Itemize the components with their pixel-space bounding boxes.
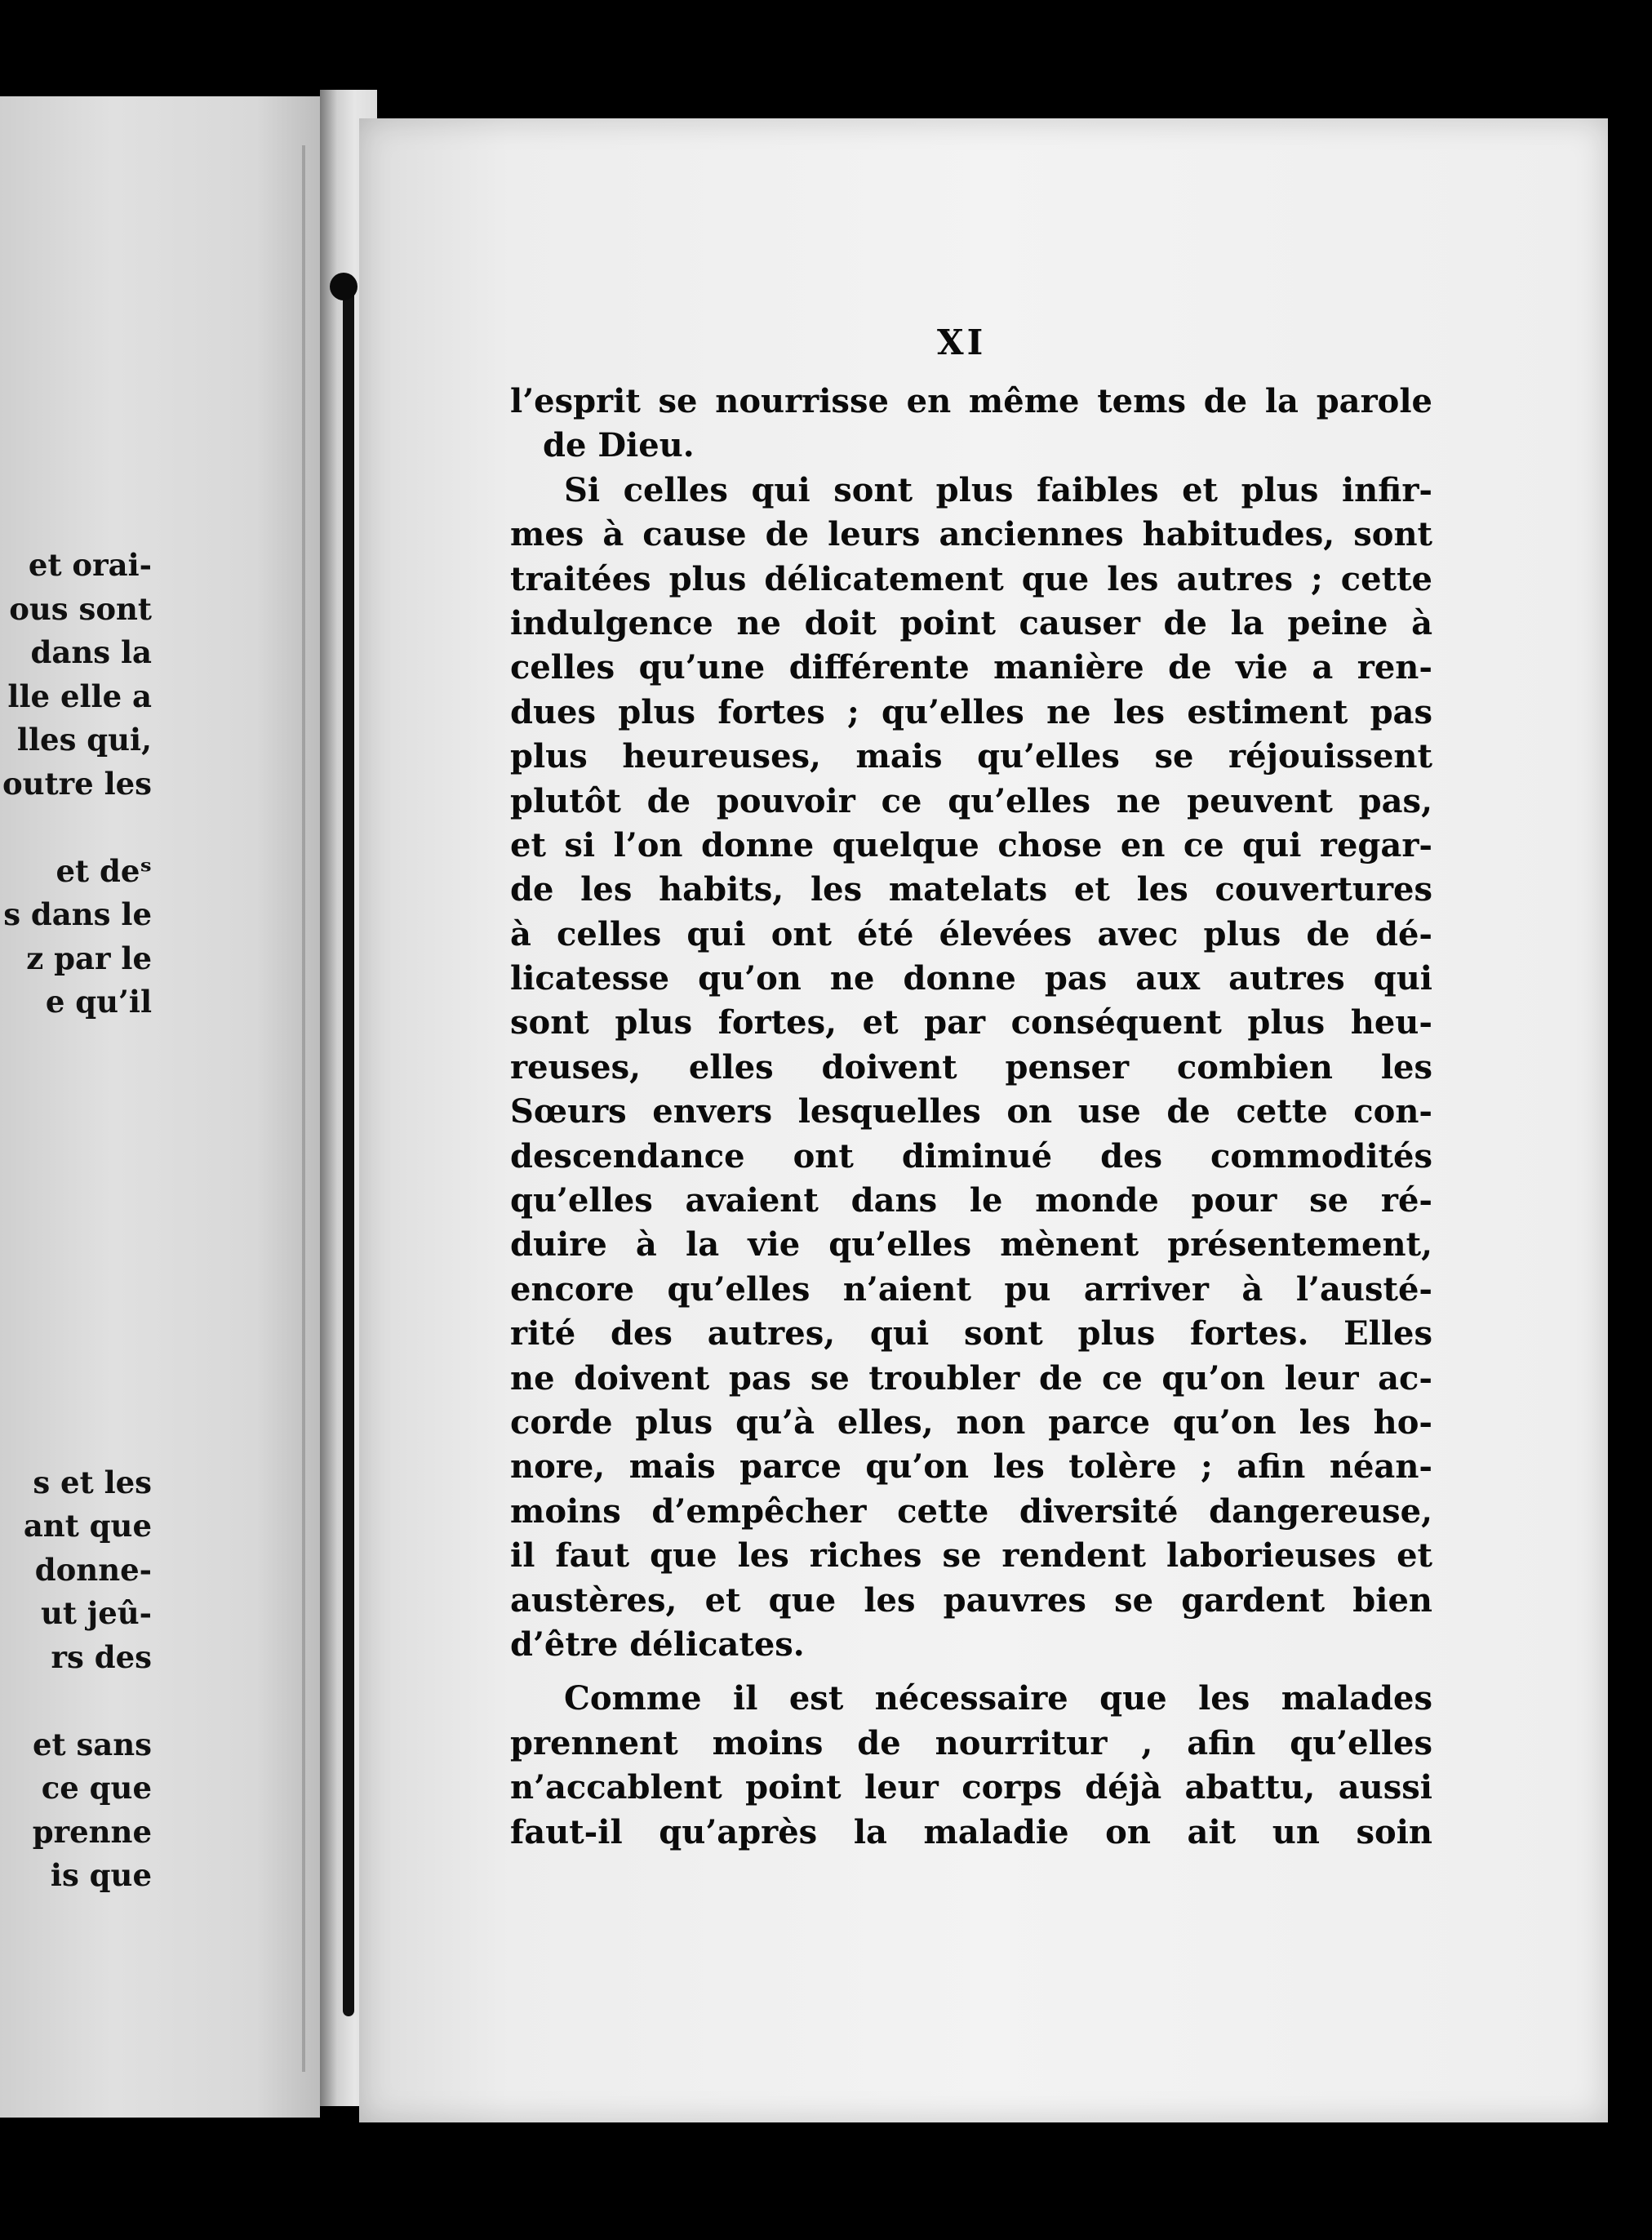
left-line: ous sont xyxy=(9,590,152,627)
text-line: faut-il qu’après la maladie on ait un soin xyxy=(510,1812,1432,1851)
left-line: ce que xyxy=(41,1770,152,1806)
left-page-text xyxy=(0,544,152,1898)
left-line: et sans xyxy=(32,1726,152,1762)
text-line: reuses, elles doivent penser combien les xyxy=(510,1047,1432,1087)
left-line xyxy=(0,1024,152,1069)
binding-knot xyxy=(330,273,357,300)
left-line: is que xyxy=(50,1857,152,1893)
text-line: licatesse qu’on ne donne pas aux autres qui xyxy=(510,959,1432,998)
left-line: rs des xyxy=(51,1638,152,1675)
text-line: sont plus fortes, et par conséquent plus heu- xyxy=(510,1003,1432,1042)
left-line: outre les xyxy=(2,765,152,802)
left-line: donne- xyxy=(34,1551,152,1588)
text-line: prennent moins de nourritur , afin qu’elles xyxy=(510,1723,1432,1762)
text-line: mes à cause de leurs anciennes habitudes, sont xyxy=(510,515,1432,554)
text-line: celles qu’une différente manière de vie a ren- xyxy=(510,648,1432,687)
text-line: dues plus fortes ; qu’elles ne les estiment pas xyxy=(510,692,1432,731)
body-text xyxy=(510,380,1432,1855)
left-line xyxy=(0,1330,152,1374)
left-line xyxy=(0,1417,152,1461)
text-line: corde plus qu’à elles, non parce qu’on les ho- xyxy=(510,1402,1432,1442)
text-line: l’esprit se nourrisse en même tems de la parole xyxy=(510,382,1432,420)
left-line: s dans le xyxy=(3,896,152,932)
text-line: plutôt de pouvoir ce qu’elles ne peuvent pas, xyxy=(510,781,1432,820)
paragraph-start-line: Comme il est nécessaire que les malades xyxy=(564,1679,1432,1718)
left-line: ant que xyxy=(23,1508,152,1544)
text-line: qu’elles avaient dans le monde pour se ré- xyxy=(510,1181,1432,1220)
left-line: lle elle a xyxy=(7,678,152,714)
left-line xyxy=(0,806,152,850)
text-line: il faut que les riches se rendent laborieuses et xyxy=(510,1536,1432,1576)
text-line: indulgence ne doit point causer de la peine à xyxy=(510,603,1432,642)
left-line: et orai- xyxy=(28,547,152,583)
text-line: et si l’on donne quelque chose en ce qui regar- xyxy=(510,825,1432,864)
text-line: plus heureuses, mais qu’elles se réjouissent xyxy=(510,737,1432,776)
left-line xyxy=(0,1679,152,1723)
left-line xyxy=(0,1287,152,1331)
left-line: et deˢ xyxy=(56,852,152,889)
page-number: XI xyxy=(937,322,987,362)
text-line: descendance ont diminué des commodités xyxy=(510,1136,1432,1176)
text-line: Sœurs envers lesquelles on use de cette con- xyxy=(510,1092,1432,1131)
left-line xyxy=(0,1068,152,1112)
left-page xyxy=(0,96,320,2118)
paragraph-start-line: Si celles qui sont plus faibles et plus infir- xyxy=(564,470,1432,509)
left-line: e qu’il xyxy=(45,984,152,1020)
left-line xyxy=(0,1112,152,1156)
left-line: z par le xyxy=(26,940,152,976)
text-line: austères, et que les pauvres se gardent bien xyxy=(510,1580,1432,1620)
left-line xyxy=(0,1199,152,1243)
text-line: traitées plus délicatement que les autres ; cette xyxy=(510,559,1432,598)
binding-thread xyxy=(343,286,354,2016)
left-line: s et les xyxy=(33,1464,152,1500)
text-line: de les habits, les matelats et les couvertures xyxy=(510,870,1432,909)
left-line: lles qui, xyxy=(16,722,152,758)
text-line: duire à la vie qu’elles mènent présentement, xyxy=(510,1225,1432,1264)
left-line xyxy=(0,1242,152,1287)
left-line: ut jeû- xyxy=(40,1595,152,1631)
left-line: prenne xyxy=(32,1813,152,1850)
left-line: dans la xyxy=(30,634,152,670)
text-line: ne doivent pas se troubler de ce qu’on leur ac- xyxy=(510,1358,1432,1398)
text-line: rité des autres, qui sont plus fortes. Elles xyxy=(510,1314,1432,1353)
text-line: nore, mais parce qu’on les tolère ; afin néan- xyxy=(510,1447,1432,1487)
text-line: n’accablent point leur corps déjà abattu, aussi xyxy=(510,1768,1432,1807)
left-line xyxy=(0,1374,152,1418)
left-line xyxy=(0,1155,152,1199)
text-line: à celles qui ont été élevées avec plus de dé- xyxy=(510,914,1432,953)
text-line: moins d’empêcher cette diversité dangereuse, xyxy=(510,1491,1432,1531)
text-line: d’être délicates. xyxy=(510,1624,805,1664)
text-line: de Dieu. xyxy=(543,426,695,465)
text-line: encore qu’elles n’aient pu arriver à l’austé- xyxy=(510,1269,1432,1309)
